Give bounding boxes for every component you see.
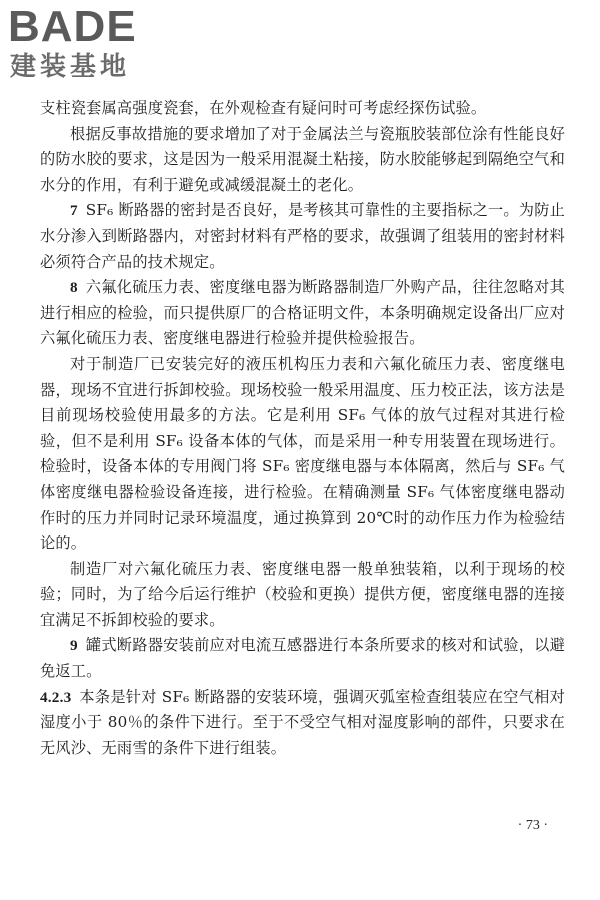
clause-number: 9 bbox=[70, 637, 78, 655]
paragraph-text: 罐式断路器安装前应对电流互感器进行本条所要求的核对和试验，以避免返工。 bbox=[40, 636, 565, 681]
paragraph bbox=[40, 198, 565, 275]
paragraph bbox=[40, 685, 565, 762]
paragraph-text: 支柱瓷套属高强度瓷套，在外观检查有疑问时可考虑经探伤试验。 bbox=[40, 99, 487, 117]
paragraph bbox=[40, 352, 565, 557]
paragraph bbox=[40, 122, 565, 199]
clause-number: 8 bbox=[70, 279, 78, 297]
paragraph bbox=[40, 557, 565, 634]
paragraph-text: 本条是针对 SF₆ 断路器的安装环境，强调灭弧室检查组装应在空气相对湿度小于 80％的条件下进行。至于不受空气相对湿度影响的部件，只要求在无风沙、无雨雪的条件下进行组装。 bbox=[40, 687, 565, 757]
paragraph-text: 对于制造厂已安装完好的液压机构压力表和六氟化硫压力表、密度继电器，现场不宜进行拆卸校验。现场校验一般采用温度、压力校正法，该方法是目前现场校验使用最多的方法。它是利用 SF₆ 气体的放气过程对其进行检验，但不是利用 SF₆ 设备本体的气体，而是采用一种专用装置在现场进行。检验时，设备本体的专用阀门将 SF₆ 密度继电器与本体隔离，然后与 SF₆ 气体密度继电器检验设备连接，进行检验。在精确测量 SF₆ 气体密度继电器动作时的压力并同时记录环境温度，通过换算到 20℃时的动作压力作为检验结论的。 bbox=[40, 354, 565, 553]
paragraph-text: 六氟化硫压力表、密度继电器为断路器制造厂外购产品，往往忽略对其进行相应的检验，而只提供原厂的合格证明文件，本条明确规定设备出厂应对六氟化硫压力表、密度继电器进行检验并提供检验报告。 bbox=[40, 278, 565, 348]
paragraph-text: 根据反事故措施的要求增加了对于金属法兰与瓷瓶胶装部位涂有性能良好的防水胶的要求，这是因为一般采用混凝土粘接，防水胶能够起到隔绝空气和水分的作用，有利于避免或减缓混凝土的老化。 bbox=[40, 124, 565, 194]
logo-subtitle: 建装基地 bbox=[10, 52, 131, 82]
logo-brand: BADE bbox=[8, 2, 137, 51]
paragraph-text: SF₆ 断路器的密封是否良好，是考核其可靠性的主要指标之一。为防止水分渗入到断路器内，对密封材料有严格的要求，故强调了组装用的密封材料必须符合产品的技术规定。 bbox=[40, 201, 565, 271]
clause-number: 7 bbox=[70, 202, 78, 220]
clause-number: 4.2.3 bbox=[40, 688, 72, 706]
paragraph bbox=[40, 96, 565, 122]
paragraph bbox=[40, 275, 565, 352]
page-number: · 73 · bbox=[517, 818, 548, 833]
bade-logo bbox=[8, 4, 178, 84]
document-body bbox=[40, 96, 565, 761]
paragraph bbox=[40, 633, 565, 684]
paragraph-text: 制造厂对六氟化硫压力表、密度继电器一般单独装箱，以利于现场的校验；同时，为了给今后运行维护（校验和更换）提供方便，密度继电器的连接宜满足不拆卸校验的要求。 bbox=[40, 559, 565, 629]
